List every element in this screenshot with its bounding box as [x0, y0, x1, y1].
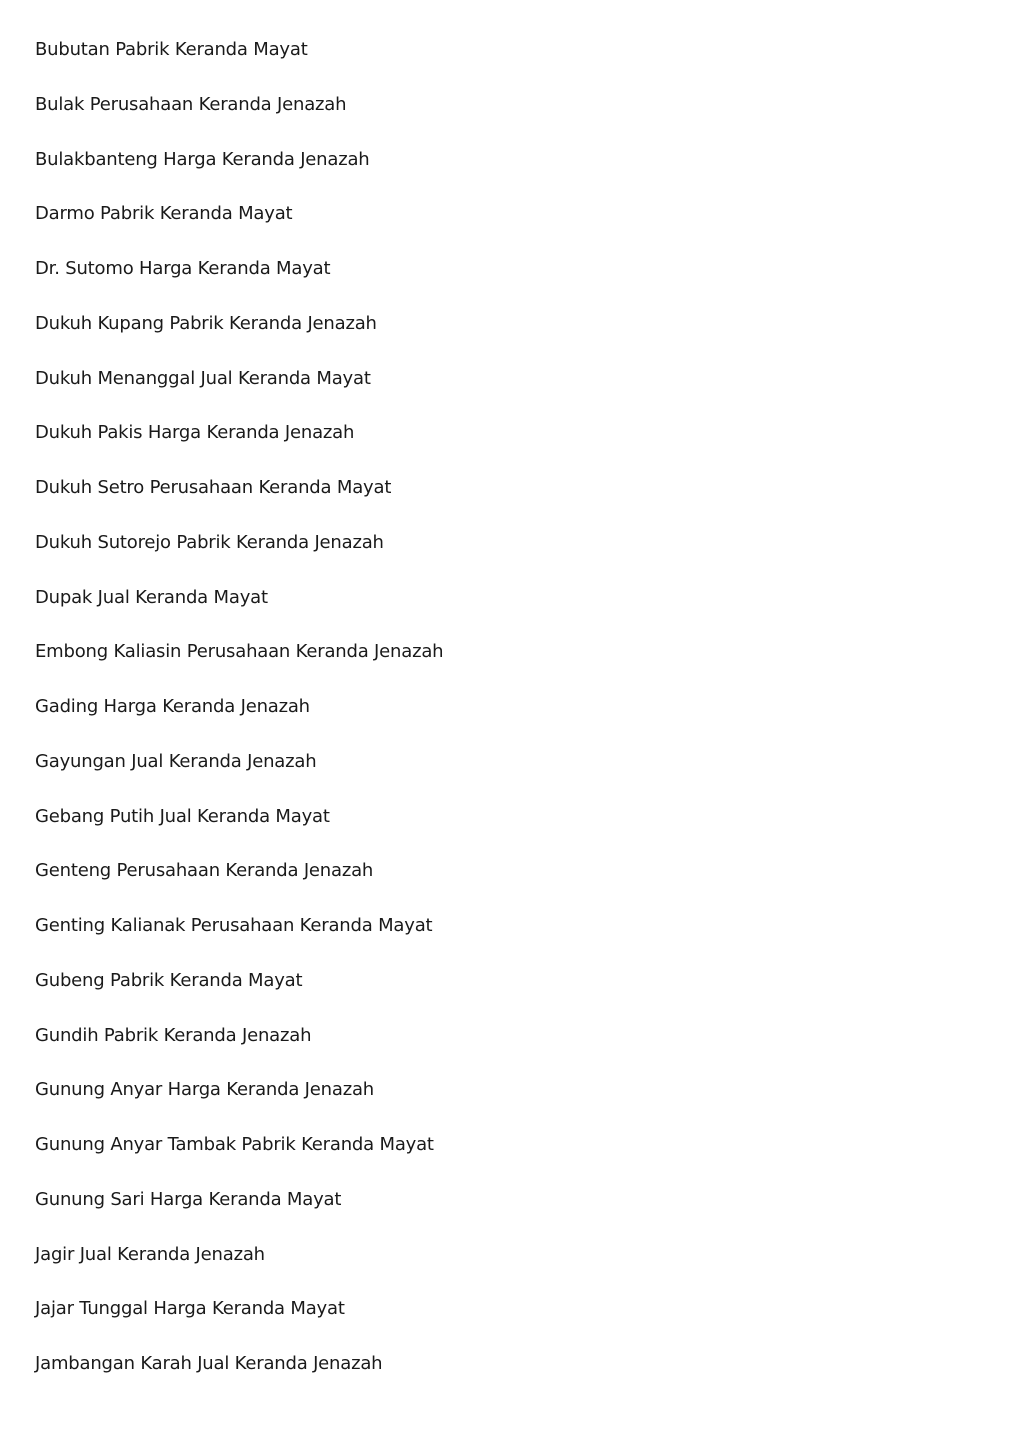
- list-item: Gubeng Pabrik Keranda Mayat: [35, 969, 303, 991]
- list-item: Gunung Anyar Harga Keranda Jenazah: [35, 1079, 374, 1101]
- list-item: Dukuh Pakis Harga Keranda Jenazah: [35, 422, 355, 444]
- list-item: Embong Kaliasin Perusahaan Keranda Jenazah: [35, 641, 444, 663]
- list-item: Jajar Tunggal Harga Keranda Mayat: [35, 1298, 345, 1320]
- list-item: Dukuh Setro Perusahaan Keranda Mayat: [35, 477, 392, 498]
- list-item: Dr. Sutomo Harga Keranda Mayat: [35, 258, 331, 279]
- list-item: Gundih Pabrik Keranda Jenazah: [35, 1024, 312, 1046]
- list-item: Darmo Pabrik Keranda Mayat: [35, 203, 293, 225]
- list-item: Gunung Anyar Tambak Pabrik Keranda Mayat: [35, 1134, 434, 1155]
- list-item: Bubutan Pabrik Keranda Mayat: [35, 39, 308, 60]
- list-item: Bulak Perusahaan Keranda Jenazah: [35, 93, 347, 115]
- list-item: Genting Kalianak Perusahaan Keranda Mayat: [35, 915, 433, 936]
- list-item: Dukuh Menanggal Jual Keranda Mayat: [35, 367, 371, 389]
- list-item: Dukuh Kupang Pabrik Keranda Jenazah: [35, 312, 377, 334]
- list-item: Genteng Perusahaan Keranda Jenazah: [35, 860, 374, 882]
- list-item: Jagir Jual Keranda Jenazah: [35, 1243, 265, 1265]
- list-item: Gayungan Jual Keranda Jenazah: [35, 750, 317, 772]
- list-item: Gading Harga Keranda Jenazah: [35, 696, 310, 717]
- list-item: Gebang Putih Jual Keranda Mayat: [35, 805, 330, 827]
- list-item: Bulakbanteng Harga Keranda Jenazah: [35, 148, 370, 170]
- list-item: Jambangan Karah Jual Keranda Jenazah: [35, 1353, 383, 1374]
- list-item: Gunung Sari Harga Keranda Mayat: [35, 1188, 342, 1210]
- list-item: Dukuh Sutorejo Pabrik Keranda Jenazah: [35, 531, 384, 553]
- list-item: Dupak Jual Keranda Mayat: [35, 586, 268, 608]
- entry-list: [35, 37, 443, 1406]
